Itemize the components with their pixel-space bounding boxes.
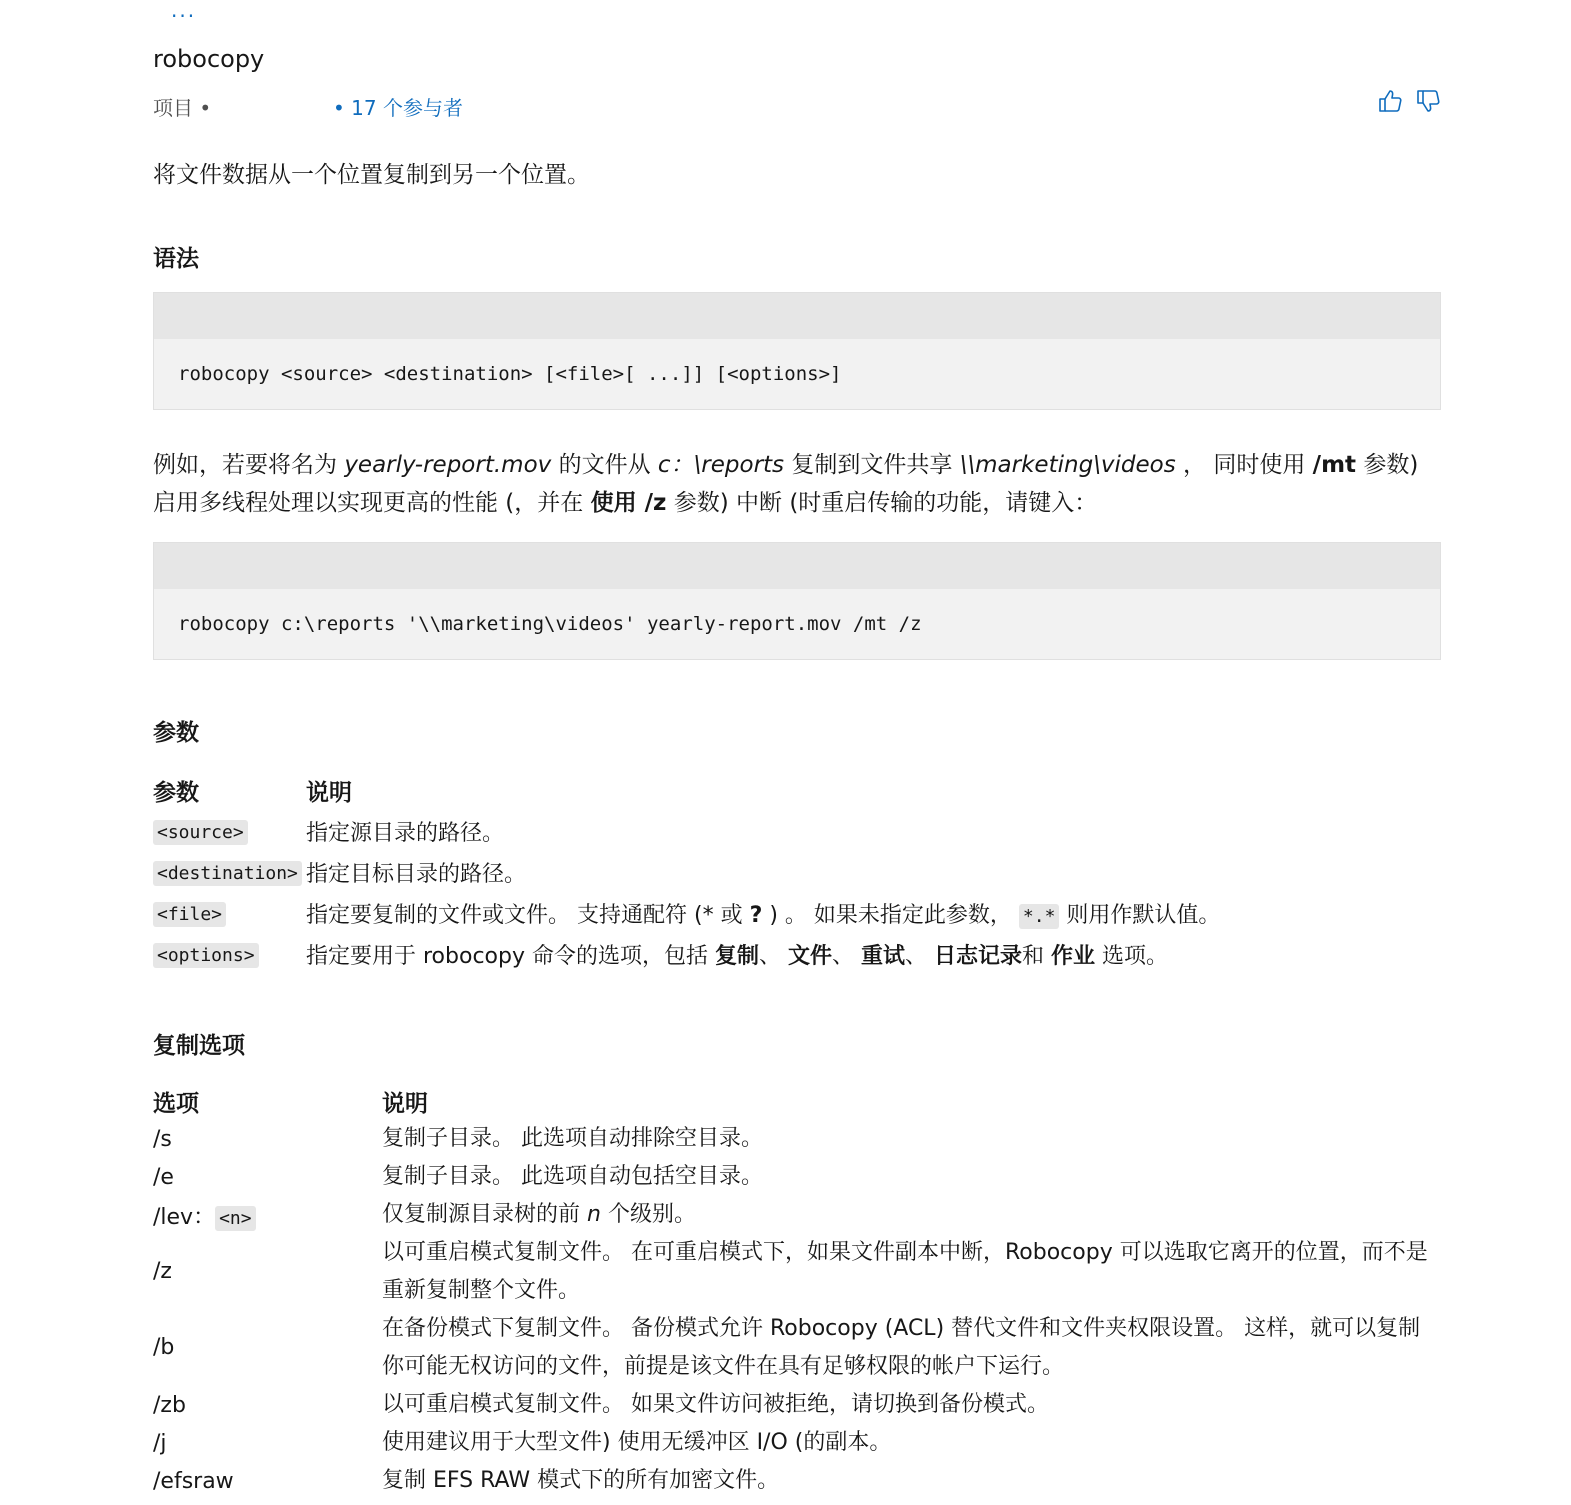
column-header: 参数	[153, 780, 199, 806]
example-paragraph: 例如，若要将名为 yearly-report.mov 的文件从 c：\reports 复制到文件共享 \\marketing\videos ， 同时使用 /mt 参数) 启用多线程处理以实现更高的性能 (，并在 使用 /z 参数) 中断 (时重启传输的功能，请键入：	[153, 452, 1419, 516]
table-header-row	[153, 770, 1220, 811]
option-name: /efsraw	[153, 1468, 234, 1494]
code-block-header	[154, 293, 1440, 339]
column-header: 选项	[153, 1090, 199, 1117]
code-block-header	[154, 543, 1440, 589]
table-row	[153, 1120, 1441, 1158]
table-row	[153, 1158, 1441, 1196]
thumbs-down-icon[interactable]	[1415, 88, 1441, 114]
option-desc: 使用建议用于大型文件) 使用无缓冲区 I/O (的副本。	[382, 1430, 892, 1455]
table-row	[153, 1386, 1441, 1424]
parameters-table	[153, 770, 1220, 975]
param-name: <file>	[153, 902, 226, 927]
intro-text: 将文件数据从一个位置复制到另一个位置。	[153, 162, 590, 188]
syntax-heading: 语法	[153, 246, 199, 272]
option-name: /z	[153, 1259, 172, 1284]
option-name: /s	[153, 1126, 172, 1152]
column-header: 说明	[382, 1090, 428, 1117]
article-meta	[153, 92, 463, 121]
option-desc: 以可重启模式复制文件。 如果文件访问被拒绝，请切换到备份模式。	[382, 1392, 1049, 1417]
option-desc: 复制子目录。 此选项自动排除空目录。	[382, 1126, 763, 1151]
example-code-block	[153, 542, 1441, 660]
thumbs-up-icon[interactable]	[1377, 88, 1403, 114]
table-row	[153, 1234, 1441, 1310]
page-title: robocopy	[153, 45, 265, 73]
param-desc: 指定要复制的文件或文件。 支持通配符 (* 或 ? ) 。 如果未指定此参数， *.* 则用作默认值。	[306, 903, 1221, 928]
syntax-code-block	[153, 292, 1441, 410]
option-desc: 复制子目录。 此选项自动包括空目录。	[382, 1164, 763, 1189]
table-row	[153, 893, 1220, 934]
option-desc: 以可重启模式复制文件。 在可重启模式下，如果文件副本中断，Robocopy 可以选取它离开的位置，而不是重新复制整个文件。	[382, 1240, 1428, 1303]
meta-label: 项目 •	[153, 96, 212, 120]
param-desc: 指定源目录的路径。	[306, 821, 505, 846]
table-row	[153, 1462, 1441, 1500]
param-desc: 指定要用于 robocopy 命令的选项，包括 复制、 文件、 重试、 日志记录和 作业 选项。	[306, 944, 1169, 969]
param-name: <destination>	[153, 861, 302, 886]
table-row	[153, 852, 1220, 893]
contributors-link[interactable]: • 17 个参与者	[333, 96, 463, 120]
more-breadcrumb-ellipsis[interactable]: ...	[171, 0, 197, 22]
option-desc: 复制 EFS RAW 模式下的所有加密文件。	[382, 1468, 780, 1493]
option-desc: 仅复制源目录树的前 n 个级别。	[382, 1202, 696, 1227]
copy-options-heading: 复制选项	[153, 1033, 245, 1059]
table-row	[153, 1310, 1441, 1386]
table-header-row	[153, 1082, 1441, 1120]
table-row	[153, 1424, 1441, 1462]
table-row	[153, 1196, 1441, 1234]
param-name: <options>	[153, 943, 259, 968]
feedback-buttons	[1377, 88, 1441, 114]
example-code: robocopy c:\reports '\\marketing\videos' yearly-report.mov /mt /z	[178, 613, 922, 635]
option-name: /j	[153, 1430, 167, 1456]
parameters-heading: 参数	[153, 720, 199, 746]
syntax-code: robocopy <source> <destination> [<file>[ ...]] [<options>]	[178, 363, 842, 385]
option-name: /zb	[153, 1392, 186, 1418]
option-name: /b	[153, 1335, 175, 1360]
param-desc: 指定目标目录的路径。	[306, 862, 527, 887]
param-name: <source>	[153, 820, 248, 845]
table-row	[153, 811, 1220, 852]
option-name: /lev： <n>	[153, 1196, 382, 1234]
copy-options-table	[153, 1082, 1441, 1500]
column-header: 说明	[306, 780, 352, 806]
option-desc: 在备份模式下复制文件。 备份模式允许 Robocopy (ACL) 替代文件和文件夹权限设置。 这样，就可以复制你可能无权访问的文件，前提是该文件在具有足够权限的帐户下运行。	[382, 1316, 1421, 1379]
option-name: /e	[153, 1164, 174, 1190]
table-row	[153, 934, 1220, 975]
